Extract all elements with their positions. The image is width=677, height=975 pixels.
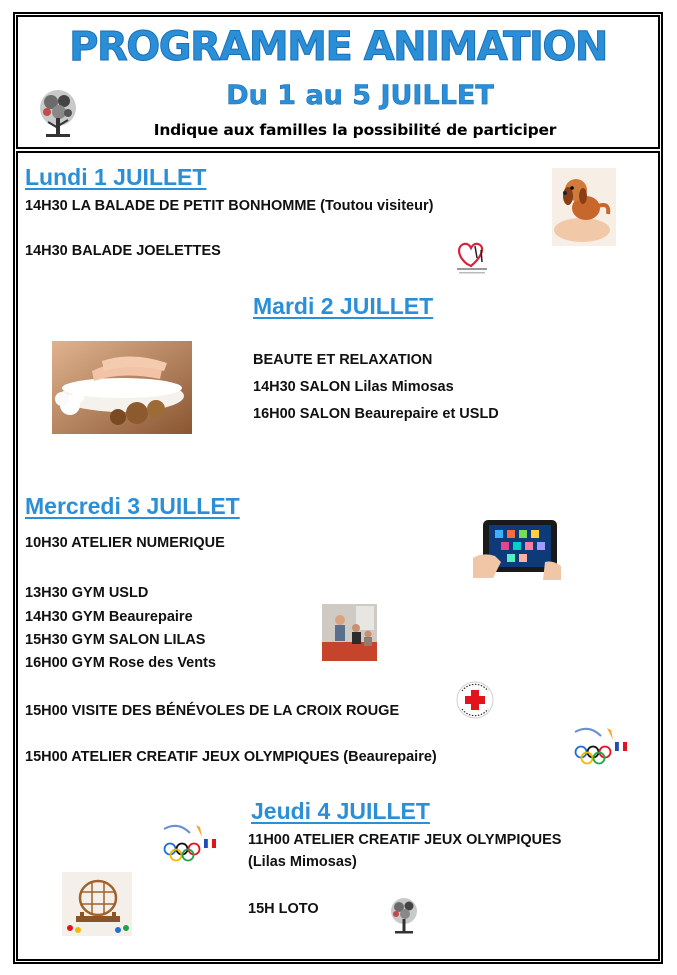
day-heading-mercredi: Mercredi 3 JUILLET [25,493,240,519]
heart-association-logo [455,236,491,278]
event-item: (Lilas Mimosas) [248,854,357,870]
tablet-hand-image [473,518,561,580]
event-item: 15H30 GYM SALON LILAS [25,632,206,648]
page-title: PROGRAMME ANIMATION [69,24,607,70]
date-range-subtitle: Du 1 au 5 JUILLET [226,80,494,111]
olympic-rings-icon [160,823,220,863]
puppy-hand-image [552,168,616,246]
event-item: 14H30 BALADE JOELETTES [25,243,221,259]
event-item: 16H00 SALON Beaurepaire et USLD [253,406,499,422]
bingo-cage-image [62,872,132,936]
families-tagline: Indique aux familles la possibilité de participer [153,121,557,139]
event-item: 10H30 ATELIER NUMERIQUE [25,535,225,551]
gym-photo [322,604,377,661]
croix-rouge-logo [456,681,494,719]
event-item: 16H00 GYM Rose des Vents [25,655,216,671]
event-item: 14H30 SALON Lilas Mimosas [253,379,454,395]
tree-logo-icon [33,88,83,144]
event-item: BEAUTE ET RELAXATION [253,352,433,368]
tree-logo-icon [385,896,423,938]
event-item: 15H00 VISITE DES BÉNÉVOLES DE LA CROIX ROUGE [25,703,400,719]
event-item: 15H00 ATELIER CREATIF JEUX OLYMPIQUES (Beaurepaire) [25,749,437,765]
hand-spa-image [52,341,192,434]
day-heading-lundi: Lundi 1 JUILLET [25,164,207,190]
event-item: 14H30 GYM Beaurepaire [25,609,193,625]
event-item: 14H30 LA BALADE DE PETIT BONHOMME (Toutou visiteur) [25,198,434,214]
olympic-rings-icon [571,726,631,766]
day-heading-mardi: Mardi 2 JUILLET [253,293,434,319]
event-item: 15H LOTO [248,901,319,917]
day-heading-jeudi: Jeudi 4 JUILLET [251,798,430,824]
event-item: 13H30 GYM USLD [25,585,149,601]
event-item: 11H00 ATELIER CREATIF JEUX OLYMPIQUES [248,832,562,848]
